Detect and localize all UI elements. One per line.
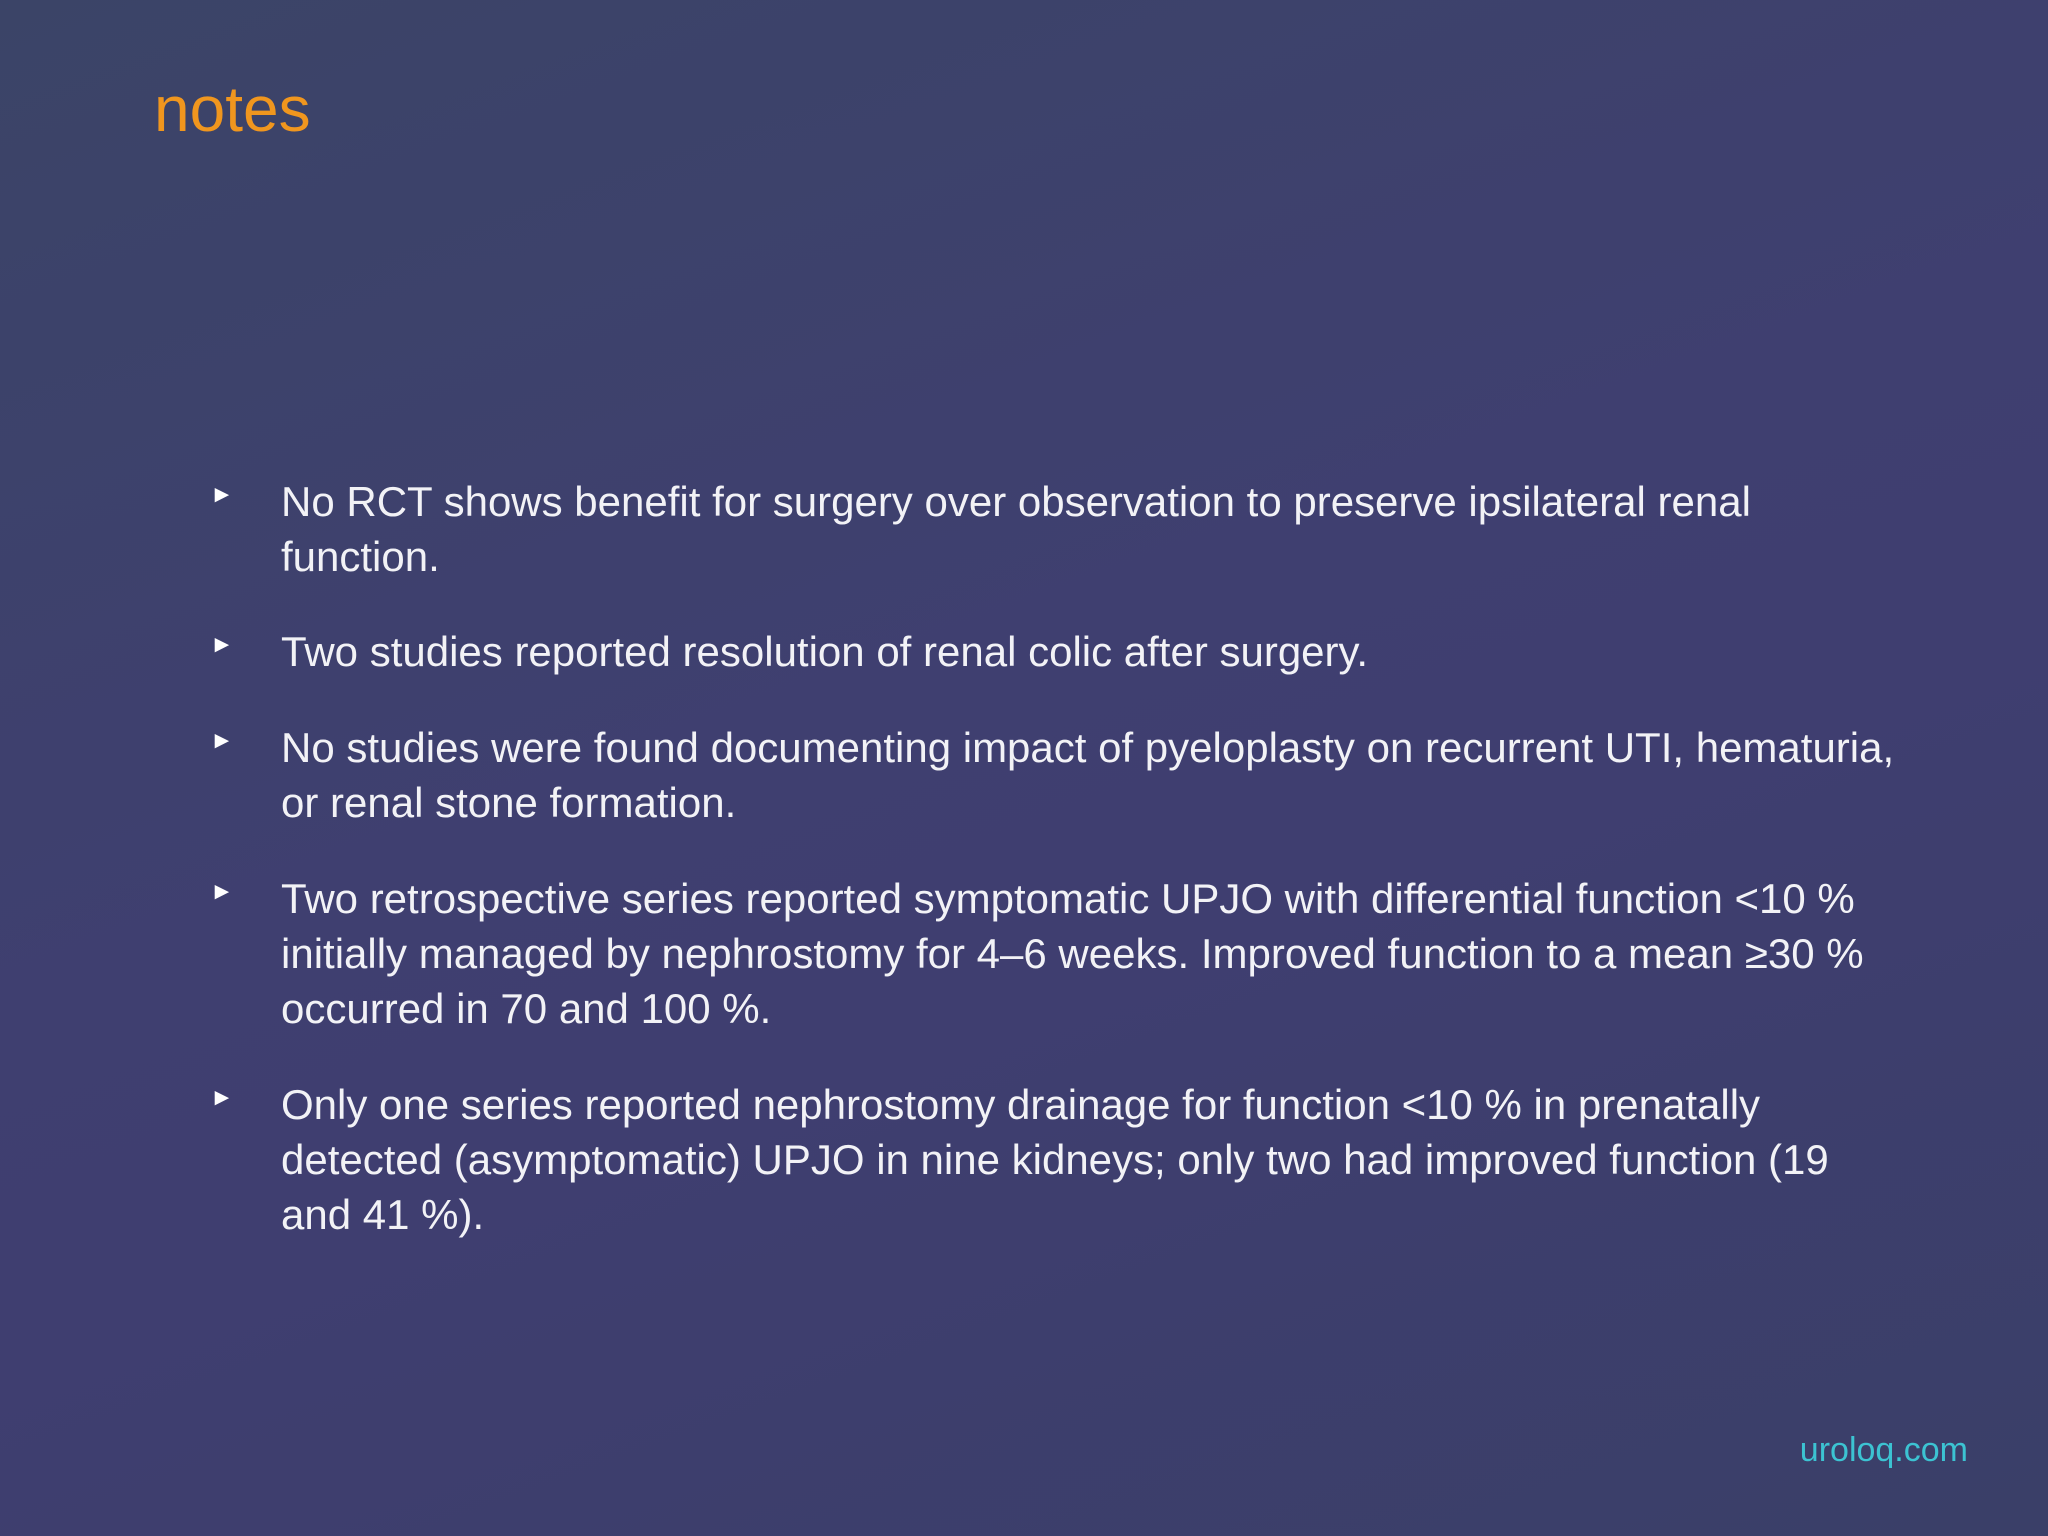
bullet-arrow-icon: ►	[210, 727, 234, 754]
footer-site-name: uroloq.com	[1799, 1431, 1968, 1469]
bullet-text: Only one series reported nephrostomy drainage for function <10 % in prenatally detected (asymptomatic) UPJO in nine kidneys; only two had improved function (19 and 41 %).	[281, 1081, 1829, 1238]
bullet-arrow-icon: ►	[210, 631, 234, 658]
bullet-text: Two studies reported resolution of renal colic after surgery.	[281, 628, 1369, 675]
bullet-arrow-icon: ►	[210, 1084, 234, 1111]
bullet-text: No RCT shows benefit for surgery over observation to preserve ipsilateral renal function.	[281, 478, 1751, 580]
bullet-text: Two retrospective series reported symptomatic UPJO with differential function <10 % initially managed by nephrostomy for 4–6 weeks. Improved function to a mean ≥30 % occurred in 70 and 100 %.	[281, 875, 1864, 1032]
slide-title: notes	[154, 73, 311, 145]
bullet-text: No studies were found documenting impact of pyeloplasty on recurrent UTI, hematuria, or renal stone formation.	[281, 724, 1895, 826]
bullet-arrow-icon: ►	[210, 481, 234, 508]
bullet-arrow-icon: ►	[210, 878, 234, 905]
